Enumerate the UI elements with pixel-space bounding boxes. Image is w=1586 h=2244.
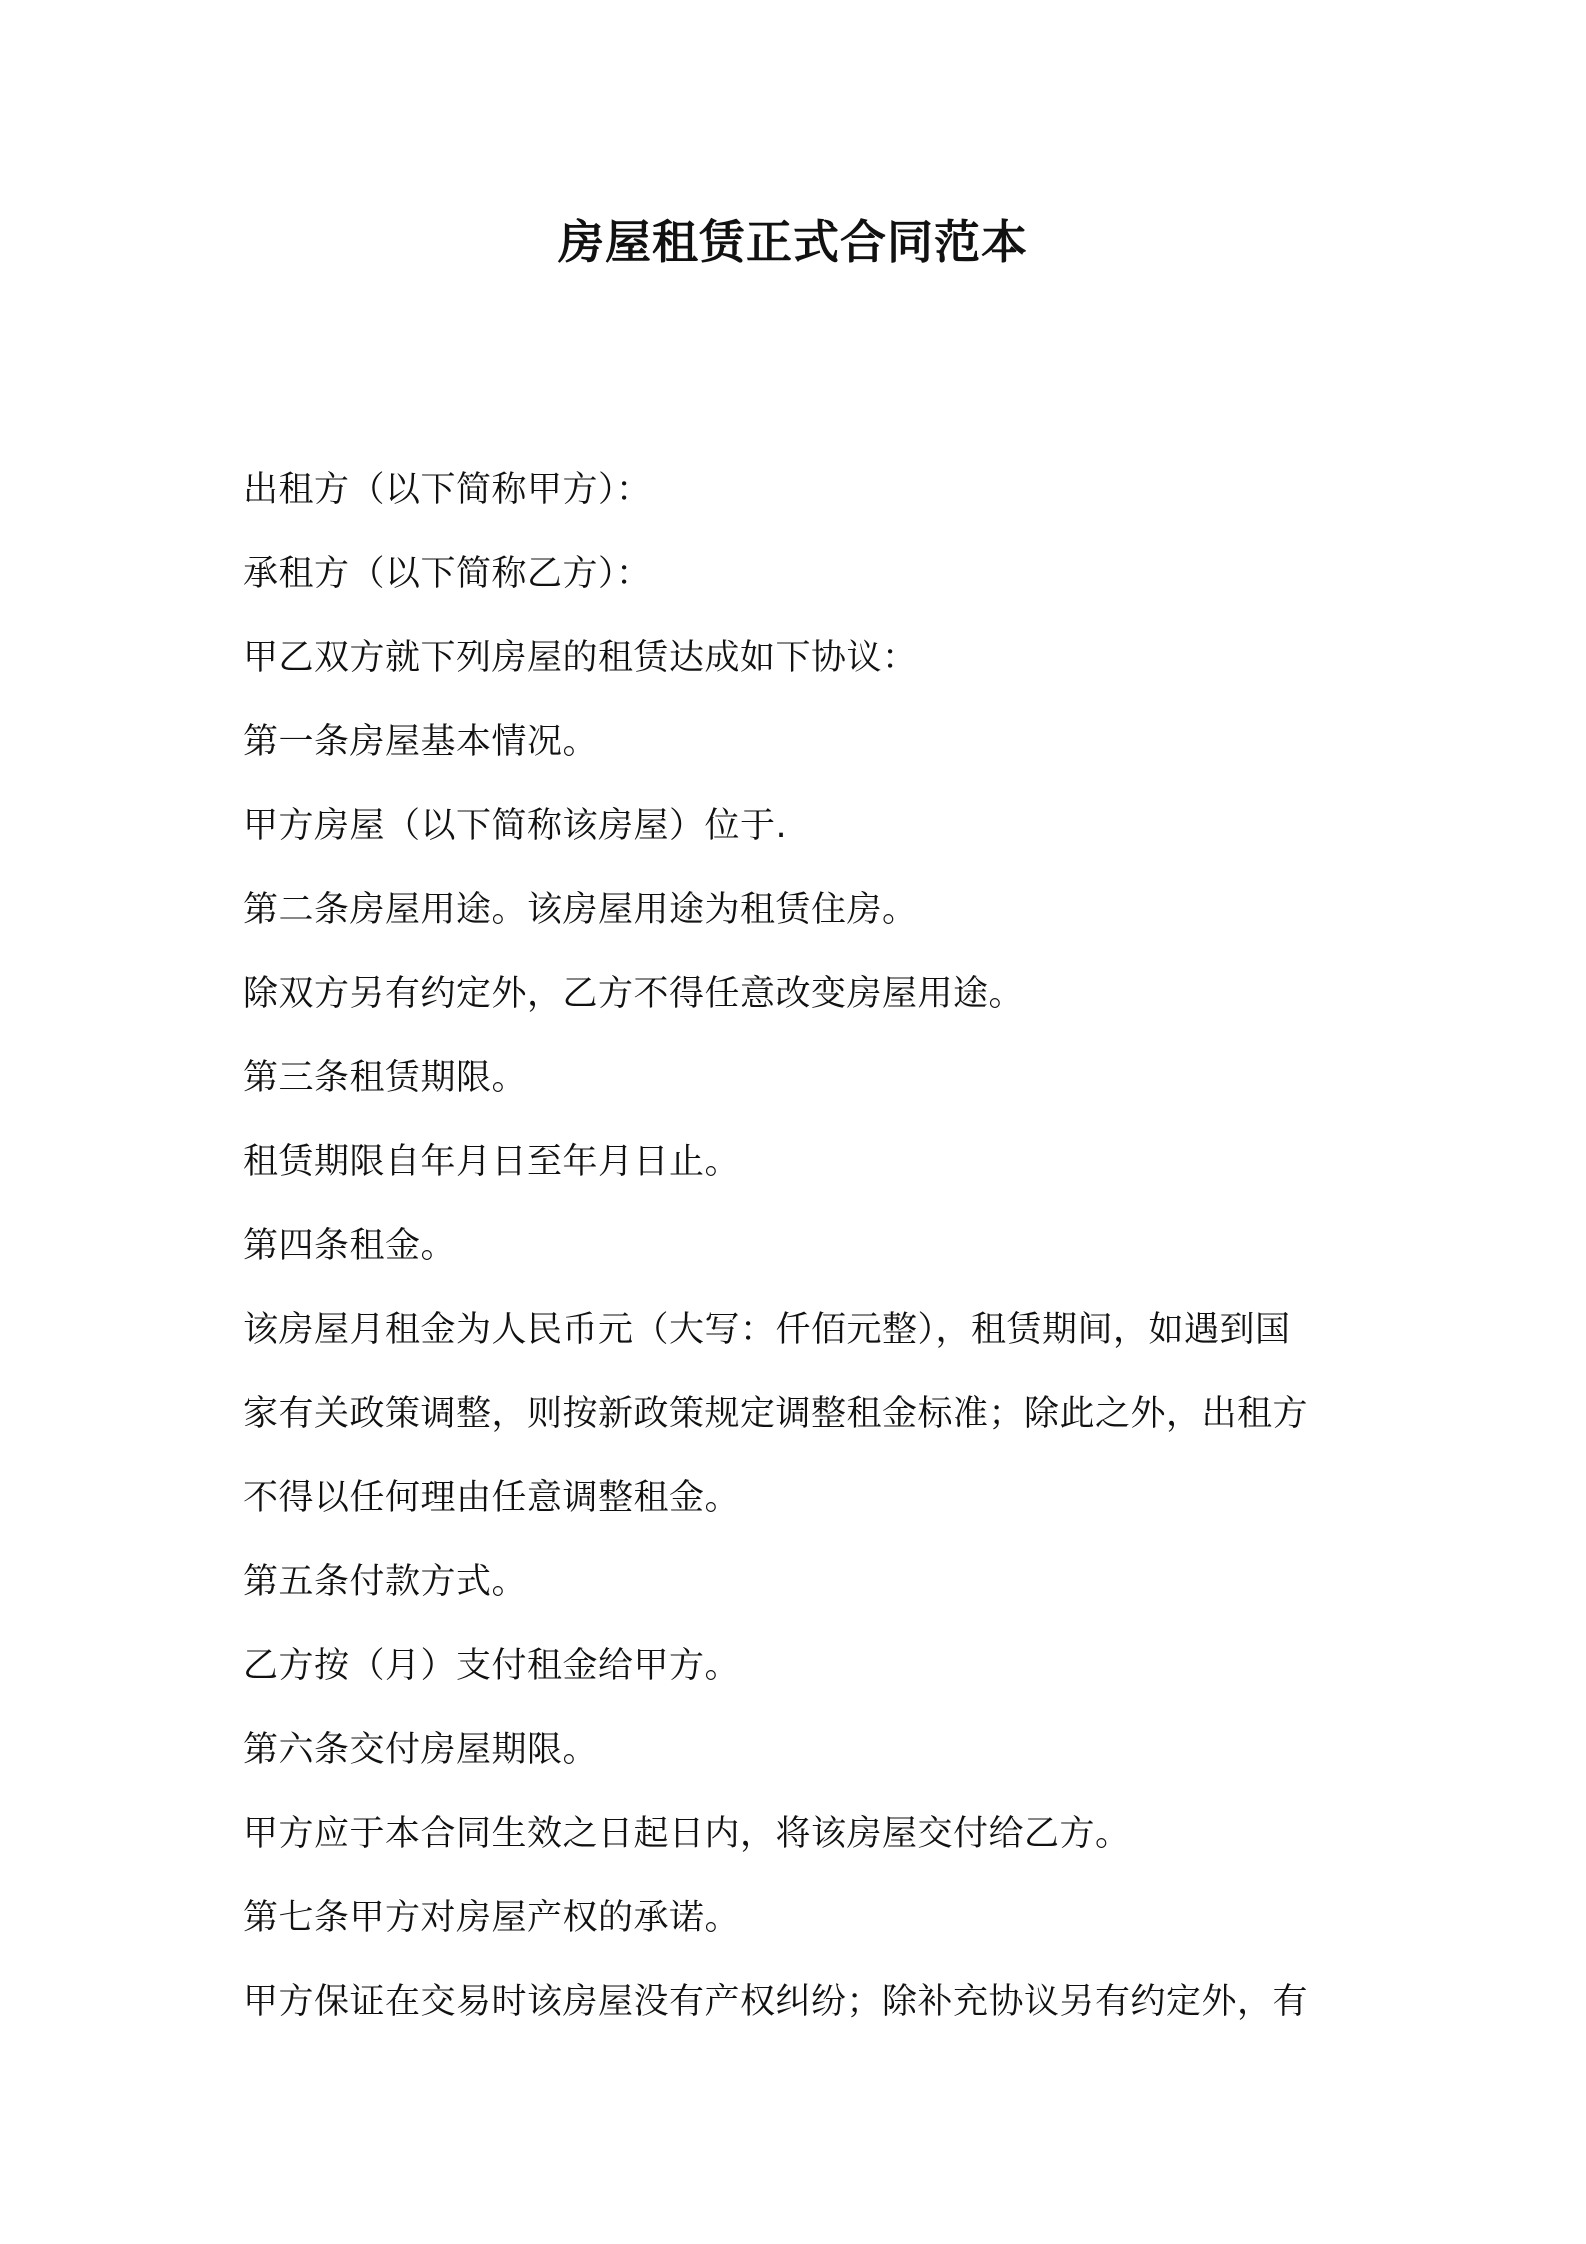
party-b-line: 承租方（以下简称乙方）： (243, 554, 652, 594)
article-2-text: 除双方另有约定外，乙方不得任意改变房屋用途。 (243, 974, 1025, 1014)
article-1-text: 甲方房屋（以下简称该房屋）位于. (243, 806, 788, 846)
article-4-text-line-3: 不得以任何理由任意调整租金。 (243, 1478, 741, 1518)
article-2-heading: 第二条房屋用途。该房屋用途为租赁住房。 (243, 890, 918, 930)
article-4-heading: 第四条租金。 (243, 1226, 457, 1266)
party-a-line: 出租方（以下简称甲方）： (243, 470, 652, 510)
article-5-heading: 第五条付款方式。 (243, 1562, 528, 1602)
article-4-text-line-1: 该房屋月租金为人民币元（大写：仟佰元整），租赁期间，如遇到国 (243, 1310, 1291, 1350)
article-6-heading: 第六条交付房屋期限。 (243, 1730, 599, 1770)
article-7-heading: 第七条甲方对房屋产权的承诺。 (243, 1898, 741, 1938)
article-1-heading: 第一条房屋基本情况。 (243, 722, 599, 762)
article-3-heading: 第三条租赁期限。 (243, 1058, 528, 1098)
article-6-text: 甲方应于本合同生效之日起日内，将该房屋交付给乙方。 (243, 1814, 1131, 1854)
contract-body (243, 448, 1363, 2044)
article-4-text-line-2: 家有关政策调整，则按新政策规定调整租金标准；除此之外，出租方 (243, 1394, 1309, 1434)
article-3-text: 租赁期限自年月日至年月日止。 (243, 1142, 741, 1182)
agreement-intro: 甲乙双方就下列房屋的租赁达成如下协议： (243, 638, 918, 678)
article-5-text: 乙方按（月）支付租金给甲方。 (243, 1646, 741, 1686)
document-title: 房屋租赁正式合同范本 (558, 215, 1028, 269)
article-7-text: 甲方保证在交易时该房屋没有产权纠纷；除补充协议另有约定外，有 (243, 1982, 1309, 2022)
